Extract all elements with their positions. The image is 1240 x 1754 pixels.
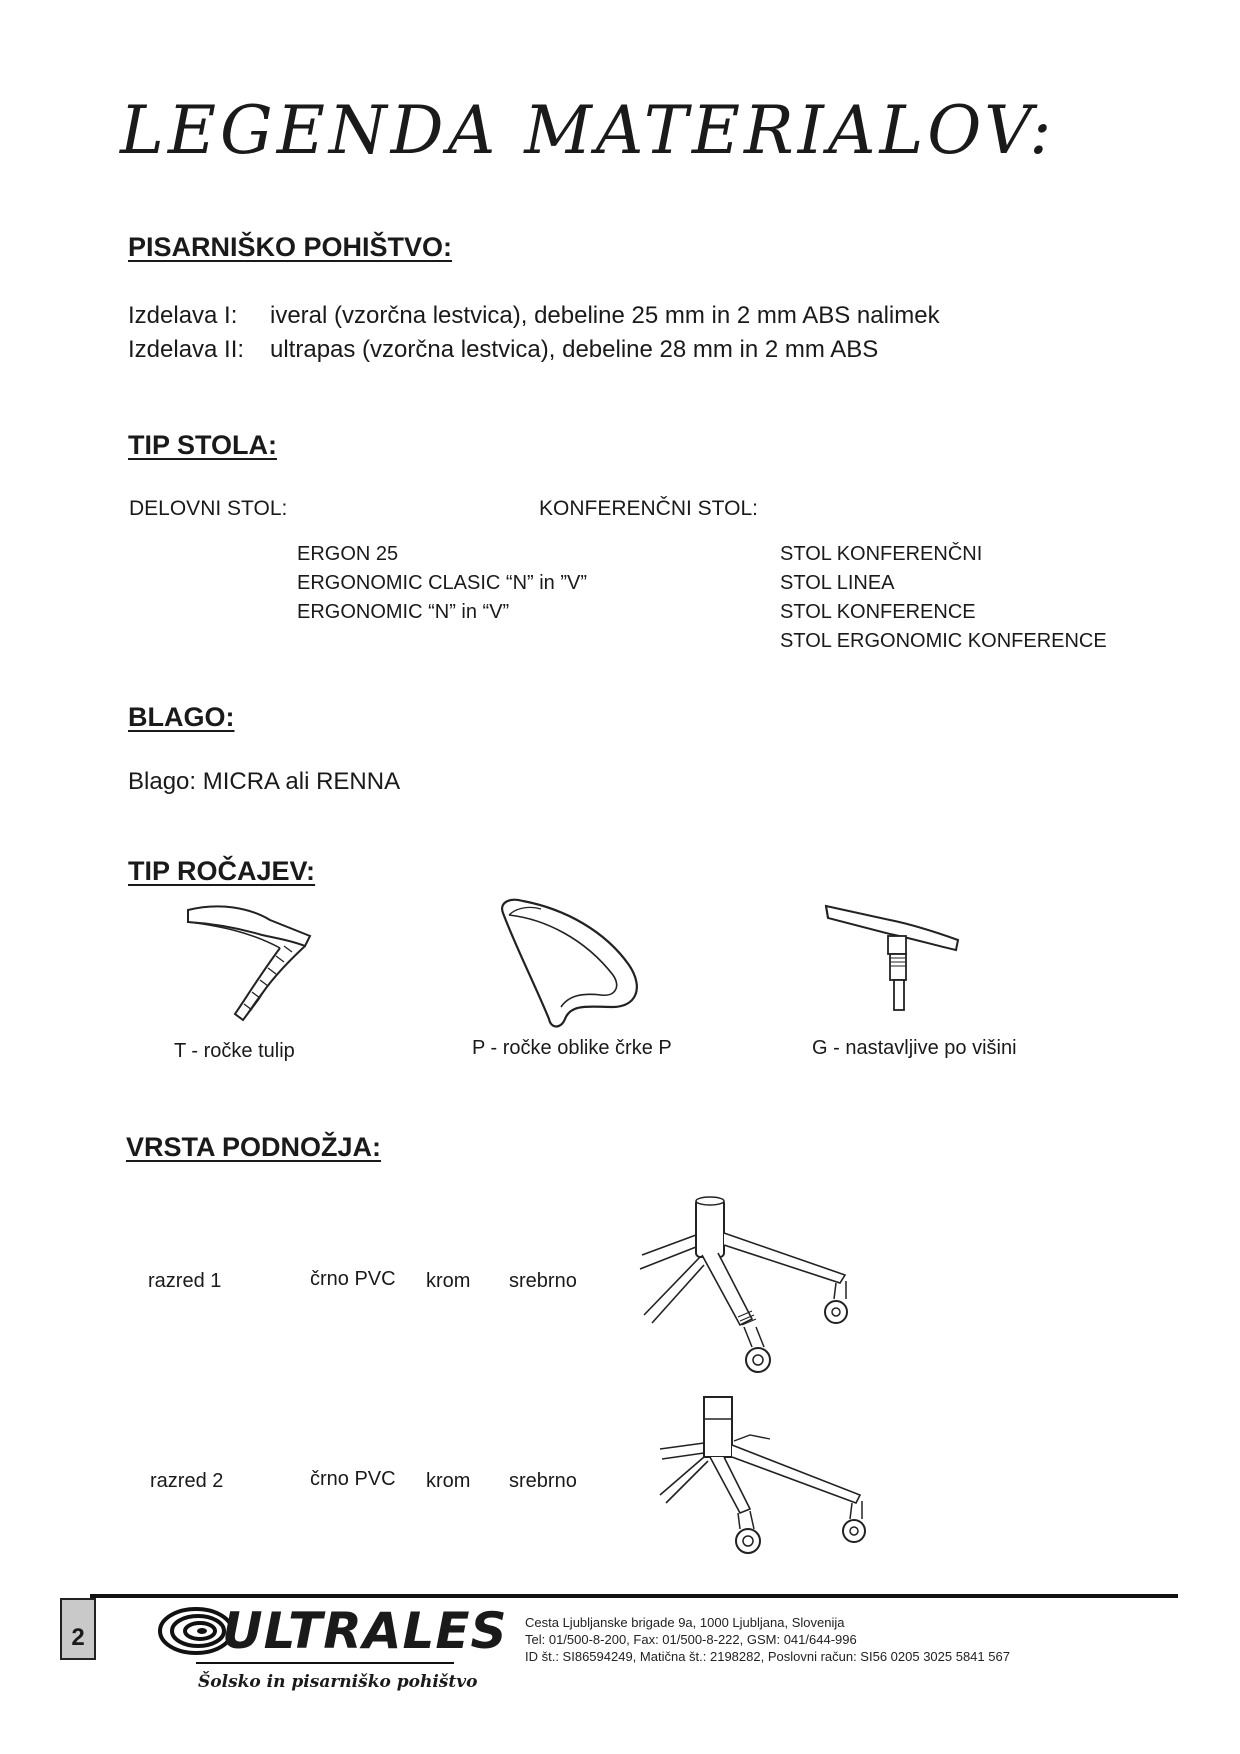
page-number: 2 bbox=[60, 1598, 96, 1660]
armrest-t-label: T - ročke tulip bbox=[174, 1040, 295, 1062]
base-class-1-label: razred 1 bbox=[148, 1270, 222, 1292]
base-class-2-option-silver: srebrno bbox=[509, 1470, 577, 1492]
list-item: STOL KONFERENČNI bbox=[780, 543, 983, 565]
list-item: STOL LINEA bbox=[780, 572, 895, 594]
armrest-g-label: G - nastavljive po višini bbox=[812, 1037, 1017, 1059]
base-type-heading: VRSTA PODNOŽJA: bbox=[126, 1132, 382, 1162]
list-item: ERGONOMIC “N” in “V” bbox=[297, 601, 510, 623]
conference-table-list bbox=[780, 540, 1107, 656]
base-class-2-option-chrome: krom bbox=[426, 1470, 471, 1492]
height-adjustable-armrest-icon bbox=[820, 900, 970, 1020]
address-text: Cesta Ljubljanske brigade 9a, 1000 Ljubljana, Slovenija bbox=[525, 1615, 845, 1630]
contact-info bbox=[525, 1614, 1010, 1665]
office-furniture-heading: PISARNIŠKO POHIŠTVO: bbox=[128, 232, 453, 262]
work-table-label: DELOVNI STOL: bbox=[129, 497, 288, 520]
phone-text: Tel: 01/500-8-200, Fax: 01/500-8-222, GSM: 041/644-996 bbox=[525, 1632, 857, 1647]
production-2-label: Izdelava II: bbox=[128, 336, 245, 363]
chair-base-class-1-icon bbox=[640, 1195, 880, 1385]
armrest-type-heading: TIP ROČAJEV: bbox=[128, 856, 316, 886]
production-2-text: ultrapas (vzorčna lestvica), debeline 28 mm in 2 mm ABS bbox=[270, 336, 879, 363]
logo-underline bbox=[196, 1662, 454, 1664]
base-class-1-option-pvc: črno PVC bbox=[310, 1268, 396, 1290]
tulip-armrest-icon bbox=[180, 900, 320, 1030]
production-1-text: iveral (vzorčna lestvica), debeline 25 mm in 2 mm ABS nalimek bbox=[270, 302, 940, 329]
page-title: LEGENDA MATERIALOV: bbox=[120, 92, 1056, 169]
base-class-2-option-pvc: črno PVC bbox=[310, 1468, 396, 1490]
chair-base-class-2-icon bbox=[660, 1395, 880, 1565]
base-class-1-option-silver: srebrno bbox=[509, 1270, 577, 1292]
list-item: ERGON 25 bbox=[297, 543, 399, 565]
fabric-text: Blago: MICRA ali RENNA bbox=[128, 768, 401, 795]
p-shape-armrest-icon bbox=[495, 895, 655, 1035]
list-item: STOL KONFERENCE bbox=[780, 601, 976, 623]
base-class-2-label: razred 2 bbox=[150, 1470, 224, 1492]
conference-table-label: KONFERENČNI STOL: bbox=[539, 497, 758, 520]
fabric-heading: BLAGO: bbox=[128, 702, 235, 732]
table-type-heading: TIP STOLA: bbox=[128, 430, 278, 460]
list-item: ERGONOMIC CLASIC “N” in ”V” bbox=[297, 572, 588, 594]
base-class-1-option-chrome: krom bbox=[426, 1270, 471, 1292]
armrest-p-label: P - ročke oblike črke P bbox=[472, 1037, 672, 1059]
brand-tagline: Šolsko in pisarniško pohištvo bbox=[198, 1672, 478, 1692]
list-item: STOL ERGONOMIC KONFERENCE bbox=[780, 630, 1107, 652]
production-1-label: Izdelava I: bbox=[128, 302, 238, 329]
footer-divider bbox=[90, 1594, 1178, 1598]
work-table-list bbox=[297, 540, 587, 627]
brand-logo-text: ULTRALES bbox=[222, 1602, 508, 1660]
company-ids-text: ID št.: SI86594249, Matična št.: 2198282, Poslovni račun: SI56 0205 3025 5841 567 bbox=[525, 1649, 1010, 1664]
